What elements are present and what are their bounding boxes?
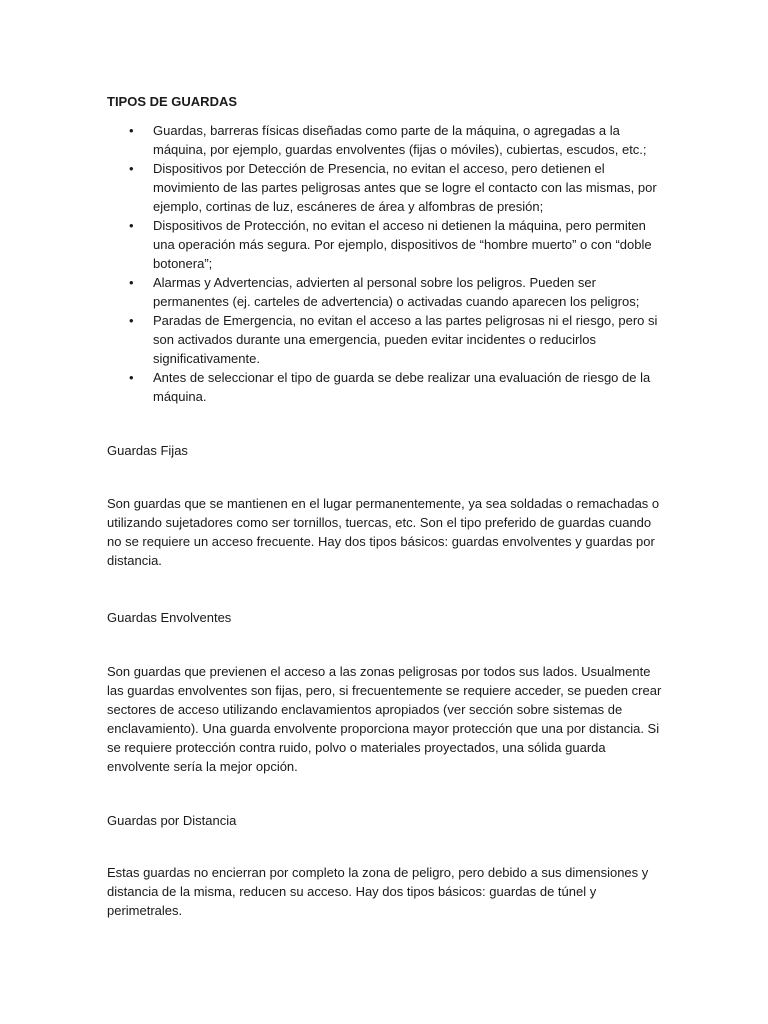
section-heading-fixed-guards: Guardas Fijas [107,443,188,458]
section-body-fixed-guards: Son guardas que se mantienen en el lugar permanentemente, ya sea soldadas o remachadas o utilizando sujetadores como ser tornillos, tuercas, etc. Son el tipo preferido de guardas cuando no se requiere un acceso frecuente. Hay dos tipos básicos: guardas envolventes y guardas por distancia. [107,496,660,568]
section-body-distance-guards: Estas guardas no encierran por completo la zona de peligro, pero debido a sus dimensiones y distancia de la misma, reducen su acceso. Hay dos tipos básicos: guardas de túnel y perimetrales. [107,865,649,918]
list-item-text: Alarmas y Advertencias, advierten al personal sobre los peligros. Pueden ser permanentes (ej. carteles de advertencia) o activadas cuando aparecen los peligros; [153,275,640,309]
list-item-text: Dispositivos por Detección de Presencia, no evitan el acceso, pero detienen el movimiento de las partes peligrosas antes que se logre el contacto con las mismas, por ejemplo, cortinas de luz, escáneres de área y alfombras de presión; [153,161,657,214]
list-item [107,159,667,216]
document-title: TIPOS DE GUARDAS [107,94,238,109]
list-item [107,311,667,368]
guard-types-list [107,121,667,406]
bullet-icon: • [129,218,134,233]
section-body-enclosing-guards: Son guardas que previenen el acceso a las zonas peligrosas por todos sus lados. Usualmente las guardas envolventes son fijas, pero, si frecuentemente se requiere acceder, se pueden crear sectores de acceso utilizando enclavamientos apropiados (ver sección sobre sistemas de enclavamiento). Una guarda envolvente proporciona mayor protección que una por distancia. Si se requiere protección contra ruido, polvo o materiales proyectados, una sólida guarda envolvente sería la mejor opción. [107,664,662,774]
list-item-text: Antes de seleccionar el tipo de guarda se debe realizar una evaluación de riesgo de la máquina. [153,370,651,404]
section-heading-distance-guards: Guardas por Distancia [107,813,237,828]
list-item [107,216,667,273]
list-item-text: Paradas de Emergencia, no evitan el acceso a las partes peligrosas ni el riesgo, pero si son activados durante una emergencia, pueden evitar incidentes o reducirlos significativamente. [153,313,658,366]
section-heading-enclosing-guards: Guardas Envolventes [107,610,232,625]
list-item-text: Guardas, barreras físicas diseñadas como parte de la máquina, o agregadas a la máquina, por ejemplo, guardas envolventes (fijas o móviles), cubiertas, escudos, etc.; [153,123,647,157]
list-item-text: Dispositivos de Protección, no evitan el acceso ni detienen la máquina, pero permiten una operación más segura. Por ejemplo, dispositivos de “hombre muerto” o con “doble botonera”; [153,218,652,271]
bullet-icon: • [129,313,134,328]
bullet-icon: • [129,370,134,385]
bullet-icon: • [129,123,134,138]
list-item [107,368,667,406]
document-page [107,92,667,920]
bullet-icon: • [129,275,134,290]
list-item [107,121,667,159]
list-item [107,273,667,311]
bullet-icon: • [129,161,134,176]
